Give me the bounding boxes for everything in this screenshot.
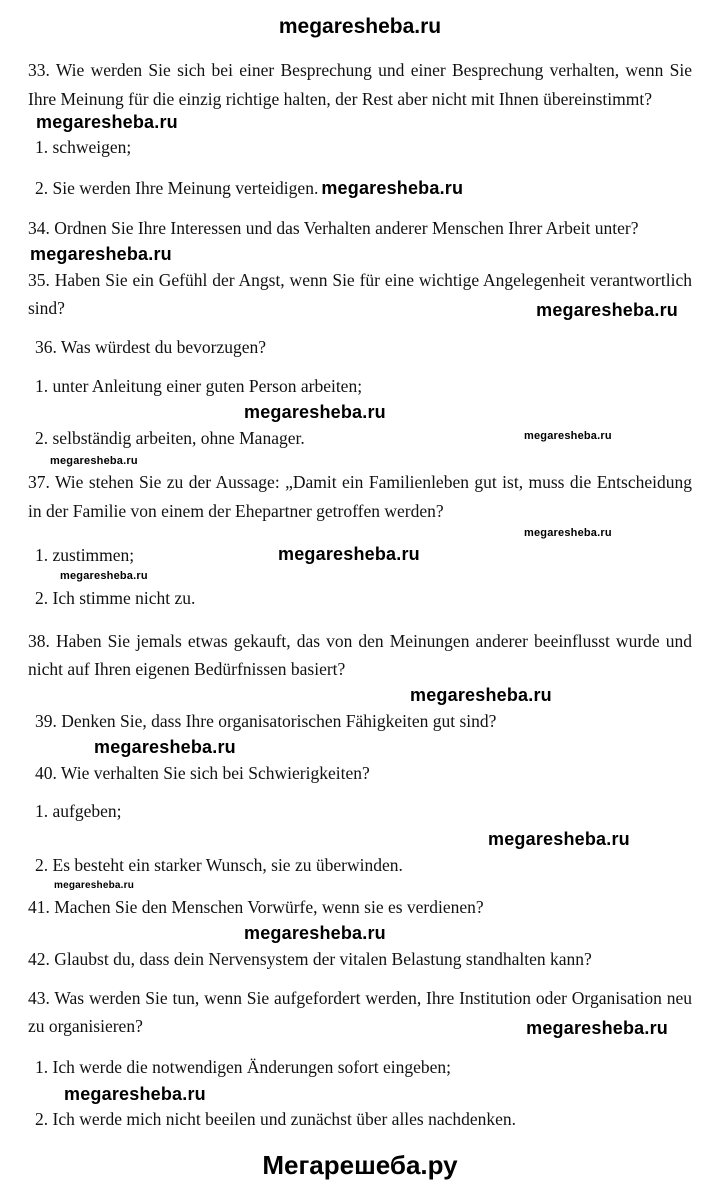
answer-37-1 bbox=[28, 541, 692, 570]
site-watermark-footer: Мегарешеба.ру bbox=[262, 1149, 458, 1180]
watermark: megaresheba.ru bbox=[244, 402, 386, 423]
watermark: megaresheba.ru bbox=[524, 429, 612, 442]
question-39: 39. Denken Sie, dass Ihre organisatorischen Fähigkeiten gut sind? bbox=[35, 710, 497, 731]
watermark: megaresheba.ru bbox=[64, 1083, 206, 1104]
answer-37-2: 2. Ich stimme nicht zu. bbox=[35, 587, 196, 608]
answer-40-1: 1. aufgeben; bbox=[35, 801, 122, 822]
site-watermark-header: megaresheba.ru bbox=[278, 15, 442, 38]
answer-36-2-text: 2. selbständig arbeiten, ohne Manager. bbox=[35, 427, 305, 448]
question-35-text: 35. Haben Sie ein Gefühl der Angst, wenn Sie für eine wichtige Angelegenheit verantwortlich sind? bbox=[28, 269, 692, 319]
answer-40-2: 2. Es besteht ein starker Wunsch, sie zu überwinden. bbox=[35, 854, 403, 875]
question-37: 37. Wie stehen Sie zu der Aussage: „Damit ein Familienleben gut ist, muss die Entscheidung in der Familie von einem der Ehepartner getroffen werden? bbox=[28, 472, 692, 522]
answer-33-2-text: 2. Sie werden Ihre Meinung verteidigen. bbox=[35, 178, 319, 198]
question-38: 38. Haben Sie jemals etwas gekauft, das von den Meinungen anderer beeinflusst wurde und nicht auf Ihren eigenen Bedürfnissen basiert? bbox=[28, 630, 692, 680]
question-43-text: 43. Was werden Sie tun, wenn Sie aufgefordert werden, Ihre Institution oder Organisation neu zu organisieren? bbox=[28, 987, 692, 1037]
watermark: megaresheba.ru bbox=[278, 543, 420, 564]
watermark: megaresheba.ru bbox=[488, 829, 630, 850]
question-33: 33. Wie werden Sie sich bei einer Besprechung und einer Besprechung verhalten, wenn Sie Ihre Meinung für die einzig richtige halten, der Rest aber nicht mit Ihnen übereinstimmt? bbox=[28, 60, 692, 110]
watermark: megaresheba.ru bbox=[526, 1017, 668, 1038]
watermark: megaresheba.ru bbox=[50, 454, 138, 467]
answer-43-1: 1. Ich werde die notwendigen Änderungen sofort eingeben; bbox=[35, 1057, 451, 1078]
question-40: 40. Wie verhalten Sie sich bei Schwierigkeiten? bbox=[35, 762, 370, 783]
answer-36-1: 1. unter Anleitung einer guten Person arbeiten; bbox=[35, 375, 363, 396]
watermark: megaresheba.ru bbox=[94, 737, 236, 758]
answer-33-2 bbox=[28, 174, 692, 204]
answer-36-2 bbox=[28, 424, 692, 453]
watermark: megaresheba.ru bbox=[30, 244, 172, 265]
question-35 bbox=[28, 266, 692, 323]
answer-37-1-text: 1. zustimmen; bbox=[35, 544, 135, 565]
watermark: megaresheba.ru bbox=[410, 685, 552, 706]
watermark: megaresheba.ru bbox=[524, 526, 612, 539]
question-34: 34. Ordnen Sie Ihre Interessen und das Verhalten anderer Menschen Ihrer Arbeit unter? bbox=[28, 217, 639, 238]
question-43 bbox=[28, 984, 692, 1041]
question-36: 36. Was würdest du bevorzugen? bbox=[35, 337, 267, 358]
answer-43-2: 2. Ich werde mich nicht beeilen und zunächst über alles nachdenken. bbox=[35, 1109, 517, 1130]
question-42: 42. Glaubst du, dass dein Nervensystem der vitalen Belastung standhalten kann? bbox=[28, 948, 592, 969]
watermark: megaresheba.ru bbox=[244, 923, 386, 944]
watermark: megaresheba.ru bbox=[36, 111, 178, 132]
watermark: megaresheba.ru bbox=[60, 570, 148, 583]
watermark: megaresheba.ru bbox=[536, 299, 678, 320]
question-41: 41. Machen Sie den Menschen Vorwürfe, wenn sie es verdienen? bbox=[28, 896, 484, 917]
watermark: megaresheba.ru bbox=[321, 178, 464, 198]
watermark: megaresheba.ru bbox=[54, 880, 135, 892]
answer-33-1: 1. schweigen; bbox=[35, 137, 132, 158]
